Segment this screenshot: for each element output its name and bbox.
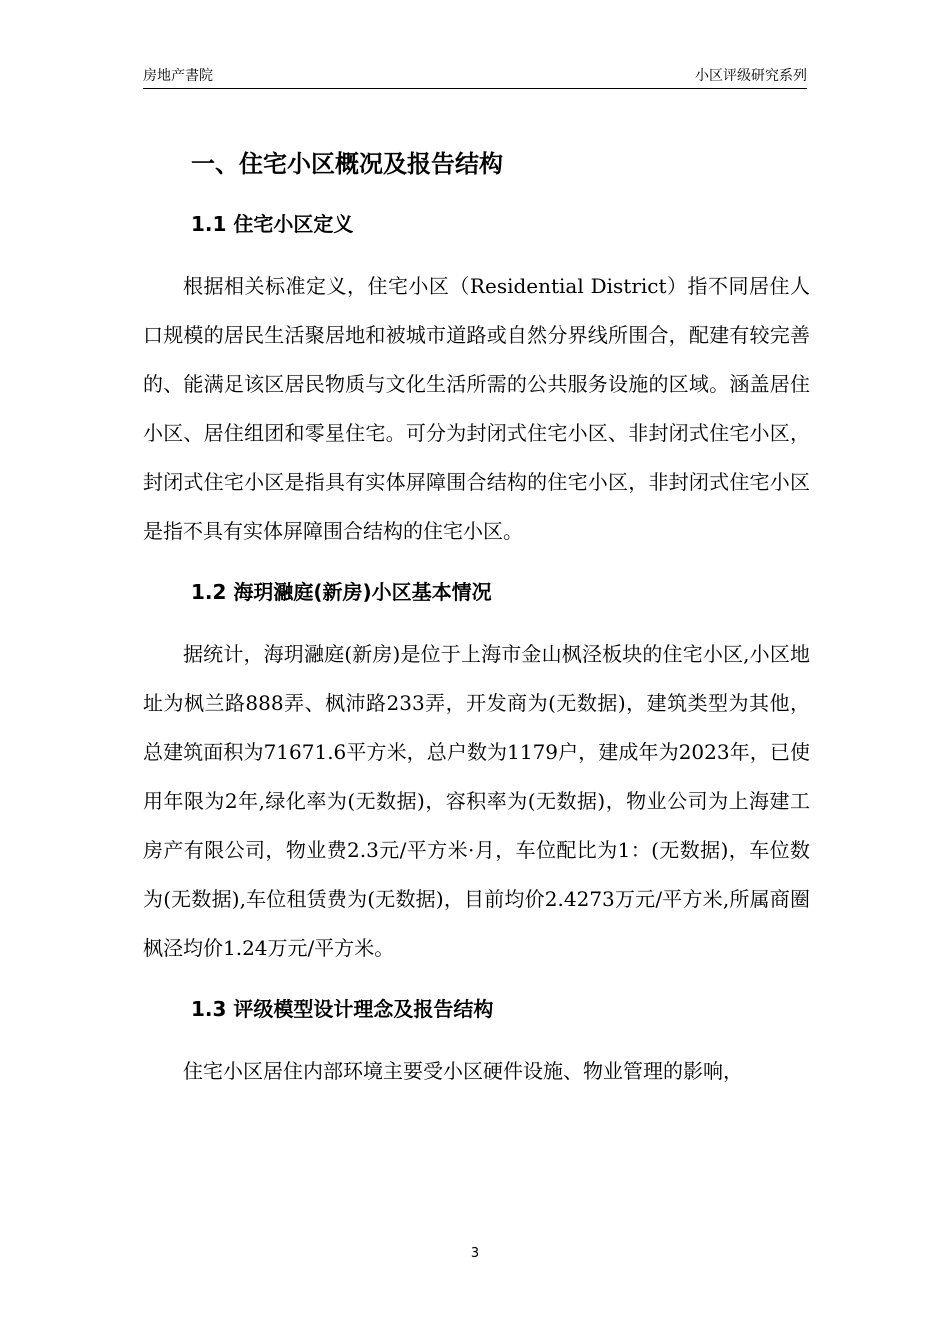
subsection-heading-1-3: 1.3 评级模型设计理念及报告结构 <box>191 997 494 1021</box>
document-body <box>143 140 810 1096</box>
subsection-heading-1-2: 1.2 海玥瀜庭(新房)小区基本情况 <box>191 580 492 604</box>
subsection-heading-1-1: 1.1 住宅小区定义 <box>191 212 354 236</box>
paragraph-definition: 根据相关标准定义，住宅小区（Residential District）指不同居住人口规模的居民生活聚居地和被城市道路或自然分界线所围合，配建有较完善的、能满足该区居民物质与文化生活所需的公共服务设施的区域。涵盖居住小区、居住组团和零星住宅。可分为封闭式住宅小区、非封闭式住宅小区，封闭式住宅小区是指具有实体屏障围合结构的住宅小区，非封闭式住宅小区是指不具有实体屏障围合结构的住宅小区。 <box>143 274 810 543</box>
page-number: 3 <box>470 1246 480 1261</box>
paragraph-basic-info: 据统计，海玥瀜庭(新房)是位于上海市金山枫泾板块的住宅小区,小区地址为枫兰路888弄、枫沛路233弄，开发商为(无数据)，建筑类型为其他，总建筑面积为71671.6平方米，总户数为1179户，建成年为2023年，已使用年限为2年,绿化率为(无数据)，容积率为(无数据)，物业公司为上海建工房产有限公司，物业费2.3元/平方米·月，车位配比为1：(无数据)，车位数为(无数据),车位租赁费为(无数据)，目前均价2.4273万元/平方米,所属商圈枫泾均价1.24万元/平方米。 <box>143 642 810 960</box>
paragraph-model-design: 住宅小区居住内部环境主要受小区硬件设施、物业管理的影响， <box>183 1059 743 1083</box>
page-header <box>143 66 807 89</box>
header-publisher: 房地产書院 <box>143 68 213 84</box>
header-series-title: 小区评级研究系列 <box>695 68 807 84</box>
section-heading: 一、住宅小区概况及报告结构 <box>191 150 503 178</box>
